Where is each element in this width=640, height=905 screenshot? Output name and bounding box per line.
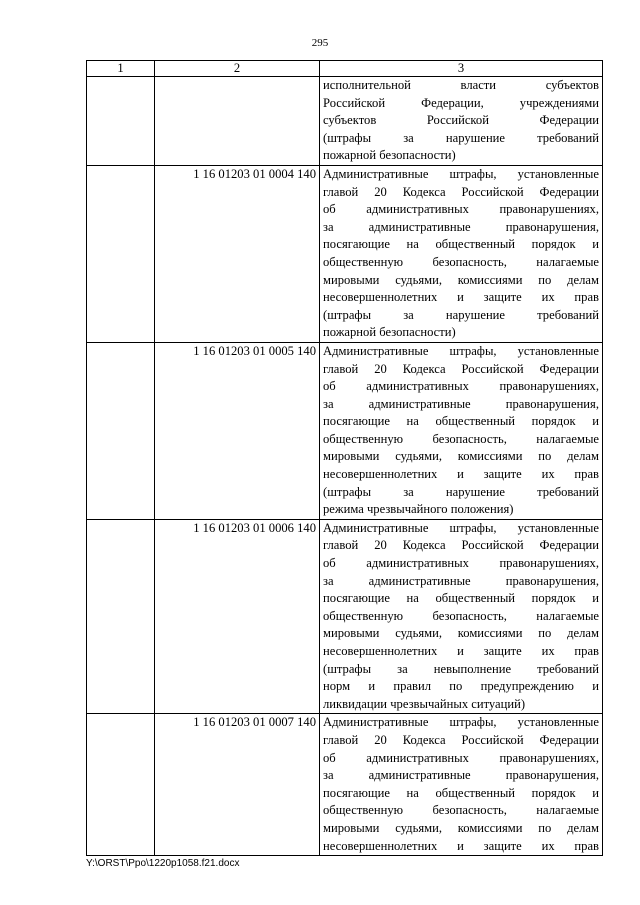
description-line: Административные штрафы, установленные	[323, 715, 599, 730]
column-header-3: 3	[320, 61, 603, 77]
description-line: Административные штрафы, установленные	[323, 166, 599, 181]
classification-code-cell: 1 16 01203 01 0004 140	[155, 165, 320, 342]
description-line: об административных правонарушениях,	[323, 202, 599, 217]
description-cell	[320, 342, 603, 519]
description-line: общественную безопасность, налагаемые	[323, 431, 599, 446]
column-header-2: 2	[155, 61, 320, 77]
description-line: главой 20 Кодекса Российской Федерации	[323, 361, 599, 376]
description-cell	[320, 519, 603, 714]
table-row	[87, 165, 603, 342]
file-path-footer: Y:\ORST\Ppo\1220p1058.f21.docx	[86, 858, 240, 869]
description-line: ликвидации чрезвычайных ситуаций)	[323, 696, 526, 711]
description-line: посягающие на общественный порядок и	[323, 785, 599, 800]
classification-code-cell: 1 16 01203 01 0007 140	[155, 714, 320, 856]
description-line: несовершеннолетних и защите их прав	[323, 290, 599, 305]
row-number-cell	[87, 165, 155, 342]
row-number-cell	[87, 342, 155, 519]
page-number: 295	[311, 37, 329, 49]
description-line: главой 20 Кодекса Российской Федерации	[323, 538, 599, 553]
table-row	[87, 77, 603, 166]
budget-classification-table	[86, 60, 603, 856]
description-line: пожарной безопасности)	[323, 148, 456, 163]
description-line: общественную безопасность, налагаемые	[323, 803, 599, 818]
description-line: общественную безопасность, налагаемые	[323, 608, 599, 623]
table-row	[87, 342, 603, 519]
description-line: об административных правонарушениях,	[323, 556, 599, 571]
description-cell	[320, 77, 603, 166]
description-line: субъектов Российской Федерации	[323, 113, 599, 128]
description-cell	[320, 714, 603, 856]
row-number-cell	[87, 714, 155, 856]
column-header-1: 1	[87, 61, 155, 77]
table-row	[87, 714, 603, 856]
description-line: главой 20 Кодекса Российской Федерации	[323, 732, 599, 747]
description-line: несовершеннолетних и защите их прав	[323, 644, 599, 658]
row-number-cell	[87, 519, 155, 714]
description-line: за административные правонарушения,	[323, 768, 599, 783]
description-line: несовершеннолетних и защите их прав	[323, 467, 599, 482]
table-header-row	[87, 61, 603, 77]
description-line: мировыми судьями, комиссиями по делам	[323, 449, 599, 464]
description-line: несовершеннолетних и защите их прав	[323, 838, 599, 853]
description-line: режима чрезвычайного положения)	[323, 502, 514, 517]
description-line: (штрафы за нарушение требований	[323, 484, 599, 499]
description-line: исполнительной власти субъектов	[323, 78, 599, 92]
description-line: норм и правил по предупреждению и	[323, 679, 599, 694]
description-line: пожарной безопасности)	[323, 325, 456, 340]
description-cell	[320, 165, 603, 342]
description-line: об административных правонарушениях,	[323, 379, 599, 394]
description-line: об административных правонарушениях,	[323, 750, 599, 765]
description-line: Административные штрафы, установленные	[323, 343, 599, 358]
description-line: общественную безопасность, налагаемые	[323, 254, 599, 269]
description-line: (штрафы за нарушение требований	[323, 130, 599, 145]
classification-code-cell	[155, 77, 320, 166]
description-line: посягающие на общественный порядок и	[323, 591, 599, 606]
description-line: Административные штрафы, установленные	[323, 520, 599, 535]
table-row	[87, 519, 603, 714]
description-line: мировыми судьями, комиссиями по делам	[323, 626, 599, 641]
description-line: мировыми судьями, комиссиями по делам	[323, 820, 599, 835]
classification-code-cell: 1 16 01203 01 0005 140	[155, 342, 320, 519]
description-line: (штрафы за невыполнение требований	[323, 661, 599, 676]
description-line: за административные правонарушения,	[323, 573, 599, 588]
description-line: главой 20 Кодекса Российской Федерации	[323, 184, 599, 199]
description-line: посягающие на общественный порядок и	[323, 237, 599, 252]
description-line: Российской Федерации, учреждениями	[323, 95, 599, 110]
description-line: (штрафы за нарушение требований	[323, 307, 599, 322]
description-line: посягающие на общественный порядок и	[323, 414, 599, 429]
table-body	[87, 77, 603, 856]
description-line: мировыми судьями, комиссиями по делам	[323, 272, 599, 287]
description-line: за административные правонарушения,	[323, 396, 599, 411]
description-line: за административные правонарушения,	[323, 219, 599, 234]
row-number-cell	[87, 77, 155, 166]
classification-code-cell: 1 16 01203 01 0006 140	[155, 519, 320, 714]
